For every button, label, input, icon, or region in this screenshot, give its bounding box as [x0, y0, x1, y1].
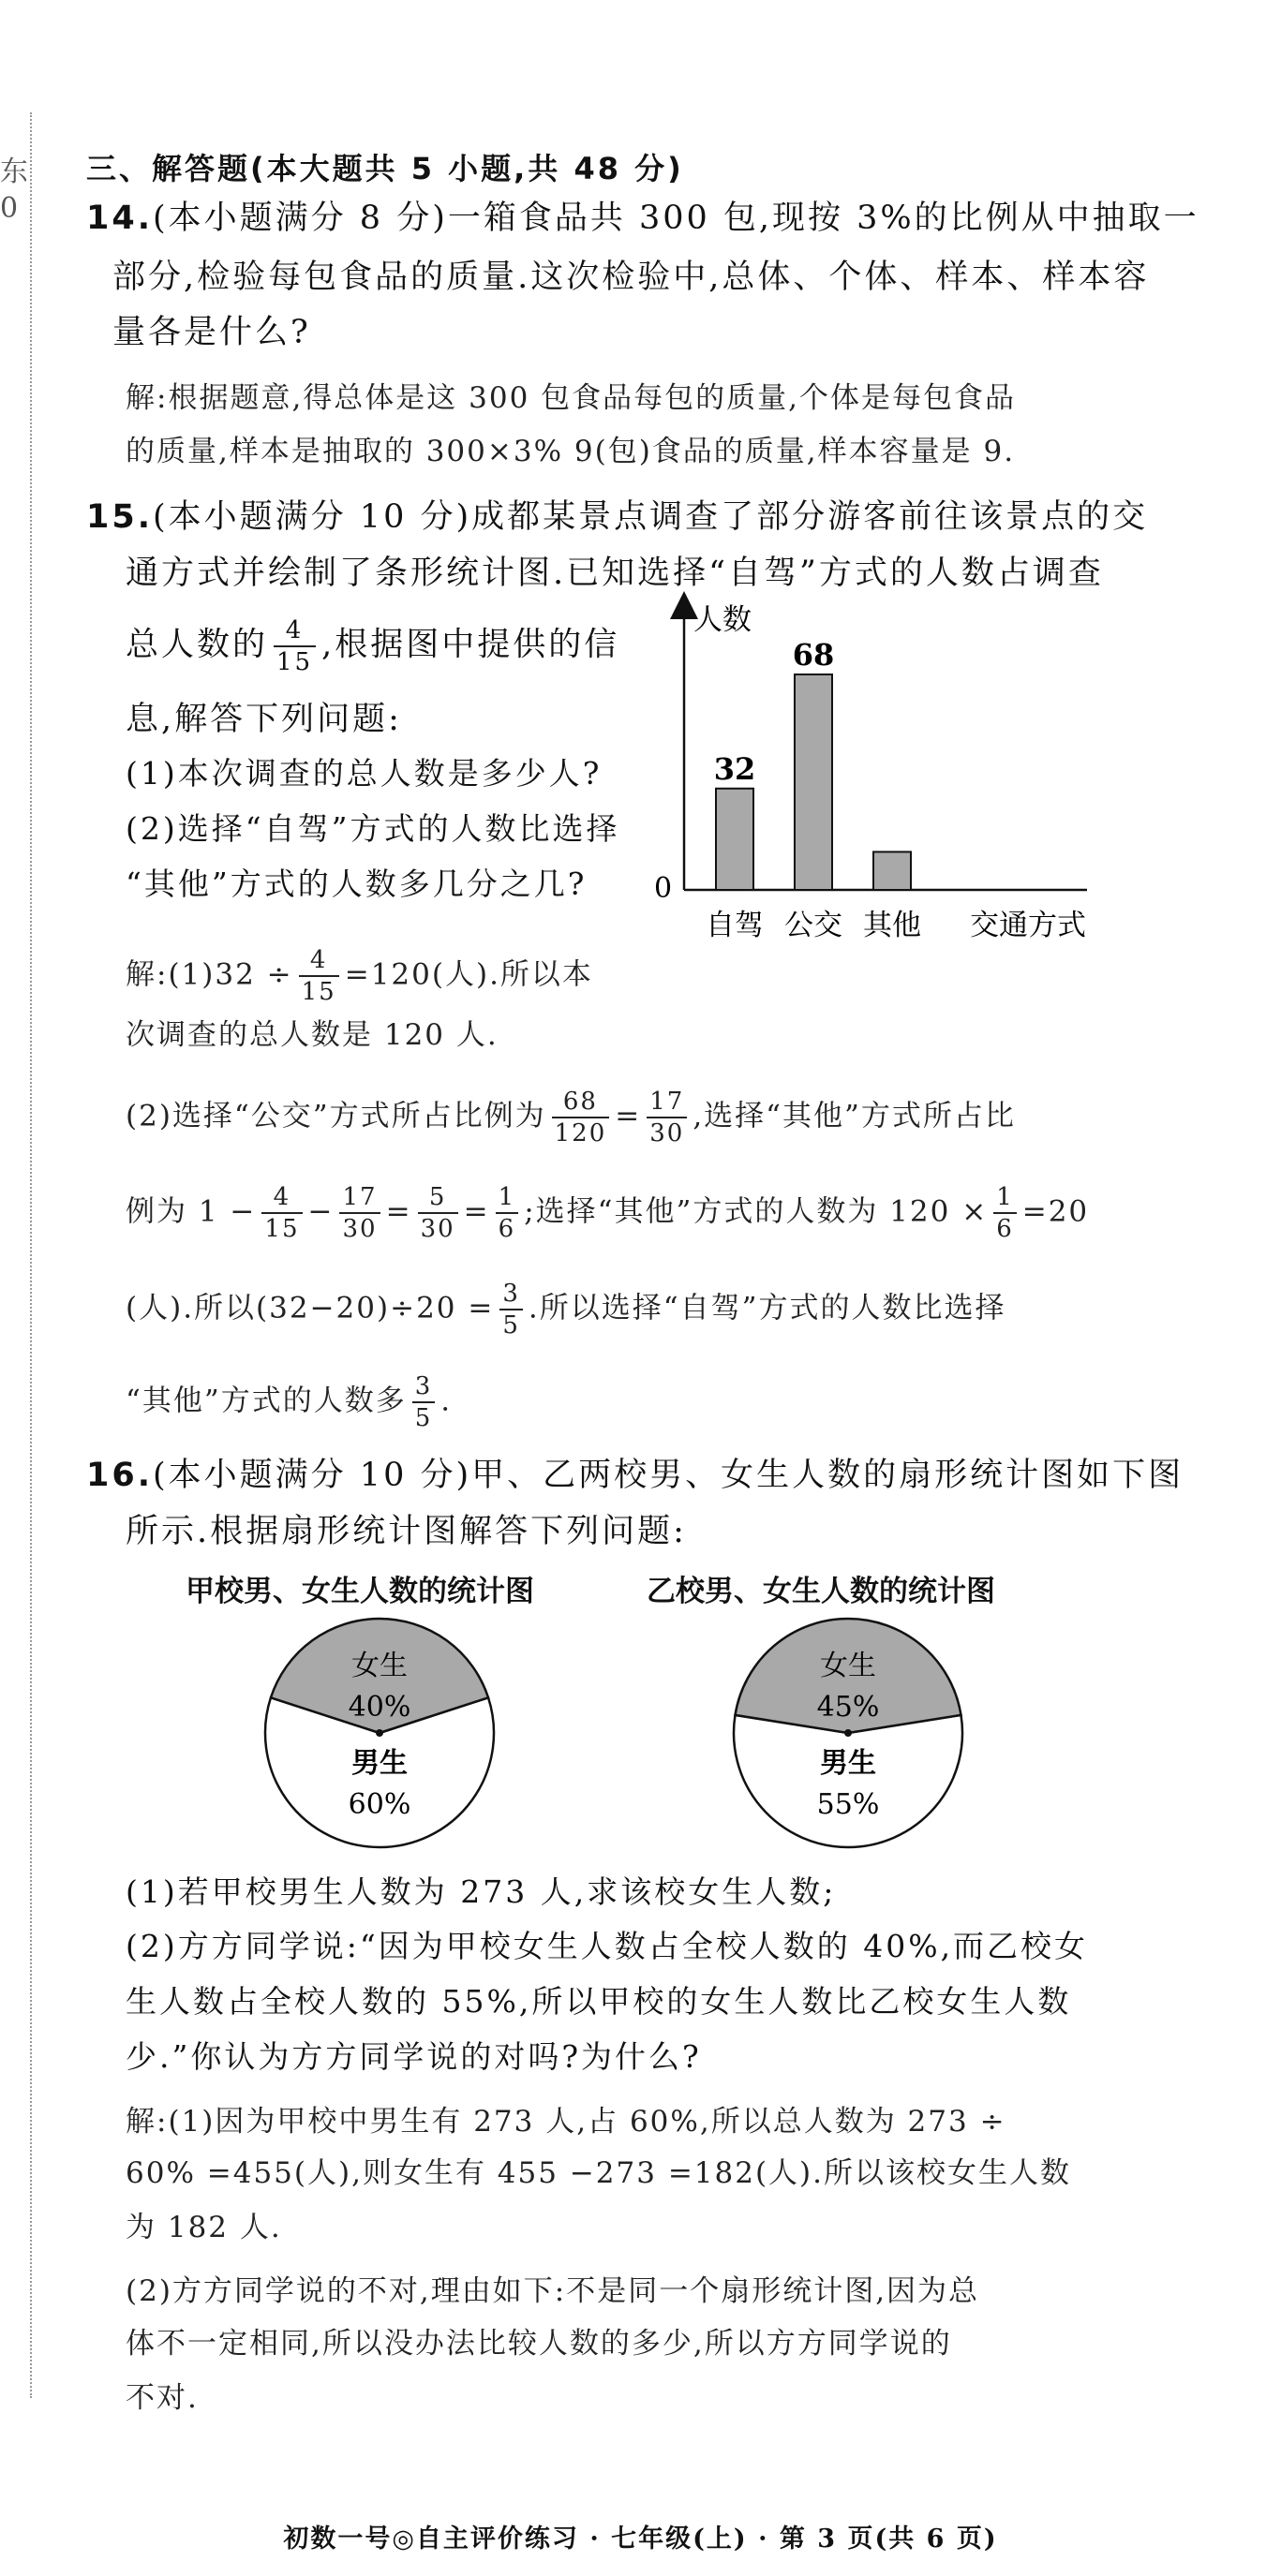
margin-char: 东: [0, 155, 28, 188]
bar-chart: [647, 590, 1115, 946]
q15-answer-2: 次调查的总人数是 120 人.: [126, 1018, 499, 1052]
q15-answer-text: ,选择“其他”方式所占比: [693, 1099, 1016, 1133]
q14-number: 14.: [86, 200, 154, 237]
q14-line-3: 量各是什么?: [112, 314, 311, 351]
q15-answer-6: [126, 1374, 452, 1430]
q15-line-2: 通方式并绘制了条形统计图.已知选择“自驾”方式的人数占调查: [126, 555, 1104, 592]
fraction: $\frac{5}{30}$: [418, 1185, 458, 1241]
q16-number: 16.: [86, 1457, 154, 1494]
q14-answer-1: 解:根据题意,得总体是这 300 包食品每包的质量,个体是每包食品: [126, 381, 1017, 415]
q15-answer-text: (人).所以(32−20)÷20 =: [126, 1291, 495, 1325]
q16-line-1: [86, 1457, 1184, 1494]
pie-value-male: 55%: [816, 1788, 880, 1821]
bar-value-label: 32: [713, 750, 756, 787]
bar-2: [795, 674, 832, 890]
y-axis-label: 人数: [693, 603, 752, 637]
pie-center-dot: [844, 1729, 852, 1737]
fraction: $\frac{17}{30}$: [647, 1089, 687, 1146]
fraction: $\frac{4}{15}$: [274, 618, 316, 674]
q16-sub-2-line-2: 生人数占全校人数的 55%,所以甲校的女生人数比乙校女生人数: [126, 1983, 1072, 2020]
q15-line-4: 息,解答下列问题:: [126, 701, 402, 738]
q16-sub-1: (1)若甲校男生人数为 273 人,求该校女生人数;: [126, 1873, 837, 1910]
q15-answer-text: =: [615, 1099, 642, 1133]
fraction: $\frac{1}{6}$: [993, 1185, 1017, 1241]
q15-answer-text: −: [307, 1194, 335, 1229]
pie-label-female: 女生: [351, 1650, 408, 1682]
q14-answer-2: 的质量,样本是抽取的 300×3% 9(包)食品的质量,样本容量是 9.: [126, 435, 1016, 468]
bar-1: [716, 789, 753, 890]
page-footer: 初数一号◎自主评价练习 · 七年级(上) · 第 3 页(共 6 页): [283, 2524, 998, 2554]
fraction: $\frac{4}{15}$: [299, 948, 339, 1004]
q15-line-1: [86, 498, 1148, 536]
q14-text: (本小题满分 8 分)一箱食品共 300 包,现按 3%的比例从中抽取一: [153, 200, 1199, 237]
q15-sub-2a: (2)选择“自驾”方式的人数比选择: [126, 810, 620, 847]
category-label: 其他: [863, 909, 921, 942]
q15-answer-text: =: [385, 1194, 412, 1229]
pie-value-female: 45%: [816, 1691, 880, 1724]
q16-answer-2-line-1: (2)方方同学说的不对,理由如下:不是同一个扇形统计图,因为总: [126, 2274, 980, 2308]
pie-value-male: 60%: [348, 1788, 411, 1821]
q15-answer-text: ;选择“其他”方式的人数为 120 ×: [524, 1194, 989, 1229]
q15-answer-4: [126, 1185, 1089, 1241]
origin-label: 0: [654, 872, 673, 905]
q15-answer-text: “其他”方式的人数多: [126, 1384, 407, 1418]
category-label: 自驾: [706, 909, 764, 942]
category-label: 公交: [784, 909, 842, 942]
pie-value-female: 40%: [348, 1691, 411, 1724]
fraction: $\frac{3}{5}$: [499, 1281, 523, 1338]
q16-answer-2-line-2: 体不一定相同,所以没办法比较人数的多少,所以方方同学说的: [126, 2327, 952, 2361]
fraction: $\frac{3}{5}$: [412, 1374, 436, 1430]
q15-answer-1: [126, 948, 593, 1004]
q15-answer-text: .: [440, 1384, 453, 1418]
q15-answer-text: .所以选择“自驾”方式的人数比选择: [528, 1291, 1006, 1325]
pie-center-dot: [376, 1729, 383, 1737]
pie-a-title: 甲校男、女生人数的统计图: [186, 1575, 534, 1608]
q15-answer-3: [126, 1089, 1016, 1146]
fraction: $\frac{4}{15}$: [261, 1185, 302, 1241]
q16-answer-2-line-3: 不对.: [126, 2381, 199, 2415]
q15-answer-text: 例为 1 −: [126, 1194, 257, 1229]
q15-answer-5: [126, 1281, 1005, 1338]
fraction: $\frac{68}{120}$: [552, 1089, 610, 1146]
q15-sub-1: (1)本次调查的总人数是多少人?: [126, 755, 603, 792]
q15-number: 15.: [86, 498, 154, 536]
pie-label-male: 男生: [351, 1747, 408, 1780]
q15-answer-text: =20: [1021, 1194, 1090, 1229]
q15-answer-text: =: [463, 1194, 490, 1229]
margin-char: 0: [0, 192, 19, 225]
q16-sub-2-line-3: 少.”你认为方方同学说的对吗?为什么?: [126, 2038, 702, 2075]
x-axis-label: 交通方式: [970, 909, 1086, 942]
q15-line-3: [126, 618, 619, 674]
q15-line3-text: 总人数的: [126, 626, 269, 664]
q15-answer-text: 解:(1)32 ÷: [126, 957, 293, 992]
q15-sub-2b: “其他”方式的人数多几分之几?: [126, 866, 588, 902]
pie-chart-b: [722, 1606, 975, 1859]
q15-answer-text: (2)选择“公交”方式所占比例为: [126, 1099, 546, 1133]
q16-sub-2-line-1: (2)方方同学说:“因为甲校女生人数占全校人数的 40%,而乙校女: [126, 1928, 1089, 1964]
section-header: 三、解答题(本大题共 5 小题,共 48 分): [86, 151, 684, 186]
pie-b-title: 乙校男、女生人数的统计图: [647, 1575, 995, 1608]
q15-line3-text: ,根据图中提供的信: [321, 626, 620, 664]
pie-label-female: 女生: [820, 1650, 876, 1682]
bar-3: [873, 851, 911, 890]
q16-line-2: 所示.根据扇形统计图解答下列问题:: [126, 1513, 687, 1550]
q14-line-1: [86, 200, 1199, 237]
q16-answer-1-line-2: 60% =455(人),则女生有 455 −273 =182(人).所以该校女生人数: [126, 2156, 1072, 2190]
bar-value-label: 68: [792, 637, 835, 673]
q14-line-2: 部分,检验每包食品的质量.这次检验中,总体、个体、样本、样本容: [112, 259, 1150, 296]
q15-text: (本小题满分 10 分)成都某景点调查了部分游客前往该景点的交: [153, 498, 1149, 536]
binding-dotted-line: [30, 112, 32, 2398]
pie-chart-a: [253, 1606, 506, 1859]
q16-text: (本小题满分 10 分)甲、乙两校男、女生人数的扇形统计图如下图: [153, 1457, 1184, 1494]
fraction: $\frac{1}{6}$: [496, 1185, 519, 1241]
q16-answer-1-line-3: 为 182 人.: [126, 2211, 282, 2244]
fraction: $\frac{17}{30}$: [339, 1185, 380, 1241]
pie-label-male: 男生: [820, 1747, 876, 1780]
q15-answer-text: =120(人).所以本: [344, 957, 593, 992]
q16-answer-1-line-1: 解:(1)因为甲校中男生有 273 人,占 60%,所以总人数为 273 ÷: [126, 2105, 1006, 2139]
